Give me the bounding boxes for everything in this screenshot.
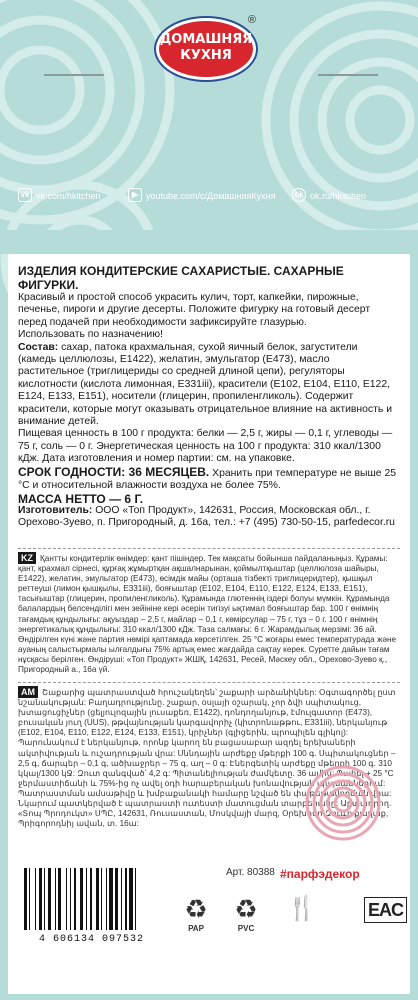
registered-mark: ® [247,14,256,26]
product-title: ИЗДЕЛИЯ КОНДИТЕРСКИЕ САХАРИСТЫЕ. САХАРНЫЕ ФИГУРКИ. [18,264,344,292]
barcode [14,864,169,946]
candy-swirl-icon [304,764,382,842]
recycle-icon: ♻ [184,894,208,924]
barcode-bar [101,868,102,930]
barcode-bar [115,868,118,930]
pap-label: PAP [188,924,204,933]
vk-link[interactable]: vk.com/hkitchen [36,191,101,201]
barcode-bar [55,868,56,930]
vk-icon: vk [18,188,32,202]
barcode-number: 4 606134 097532 [38,934,144,945]
usage-note: Использовать по назначению! [18,329,163,341]
recycle-pap [180,894,212,934]
barcode-bar [86,868,87,930]
barcode-bar [29,868,30,930]
kazakh-text: Қантты кондитерлік өнімдер: қант пішіндер. Тек мақсаты бойынша пайдаланыңыз. Құрамы: қант, крахмал сірнесі, құрғақ жұмыртқан ақшалнарынан, қоймылтқыштар (целлюлоза шайыры, E1422), желатин, эмульгатор (E473), өсімдік майы (орташа тізбекті триглицеридтер), қышқыл реттеуші (лимон қышқылы, E331iii), бояғыштар (E102, E104, E110, E122, E124, E133, E151), тасығыштар (глицерин, пропиленгликоль). Құрамында глютеннің іздері болуы мүмкін. Құрамында балалардың белсенділігі мен зейініне кері әсерін тигізуі ықтимал бояғыштар бар. 100 г өнімнің тағамдық құндылығы: ақуыздар – 2,5 г, майлар – 0,1 г, көмірсулар – 75 г, тұз – 0 г. 100 г өнімнің энергетикалық құндылығы: 310 ккал/1300 кДж. Таза салмағы: 6 г. Жарамдылық мерзімі: 36 ай. Өндірілген күні және партия нөмірі қаптамада көрсетілген. 25 °C жоғары емес температурада және ауаның салыстырмалы ылғалдығы 75% артық емес жағдайда сақтау керек. Суретте дайын тағам нұсқасы берілген. Өндіруші: «Топ Продукт» ЖШҚ, 142631, Ресей, Мәскеу обл., Орехово-Зуево қ., Пригородный а., 16а үй. [18,554,397,675]
product-intro: Красивый и простой способ украсить кулич, торт, капкейки, пирожные, печенье, пироги и другие десерты. Положите фигурку на готовый десерт перед подачей при необходимости зафиксируйте глазурью. [18,292,371,328]
barcode-bar [48,868,52,930]
hanger-slot-left [44,74,104,76]
eac-mark: EAC [364,897,407,923]
barcode-bar [129,868,133,930]
barcode-bar [80,868,84,930]
russian-label [18,264,398,530]
youtube-link[interactable]: youtube.com/c/ДомашняяКухня [146,191,276,201]
brand-name-line1: ДОМАШНЯЯ [159,32,253,47]
manufacturer-label: Изготовитель: [18,504,93,516]
manufacturer-text: ООО «Топ Продукт», 142631, Россия, Московская обл., г. Орехово-Зуево, п. Пригородный, д. 16а, тел.: +7 (495) 730-50-15, parfedecor.ru [18,504,395,529]
barcode-bar [135,868,136,930]
brand-name-line2: КУХНЯ [180,48,232,63]
ok-icon: ok [292,188,306,202]
manufacturer [18,505,398,530]
kazakh-label [18,552,403,675]
composition-label: Состав: [18,341,59,353]
barcode-bar [24,868,27,930]
divider-kz [18,548,400,549]
article-number: Арт. 80388 [226,867,275,878]
barcode-bar [121,868,122,930]
nutrition: Пищевая ценность в 100 г продукта: белки — 2,5 г, жиры — 0,1 г, углеводы — 75 г, соль — 0 г. Энергетическая ценность на 100 г продукта: 310 ккал/1300 кДж. Дата изготовления и номер партии: см. на упаковке. [18,428,393,465]
barcode-bar [39,868,42,930]
recycle-pvc [230,894,262,934]
barcode-bar [96,868,99,930]
barcode-bar [58,868,61,930]
barcode-bar [74,868,77,930]
barcode-bar [90,868,91,930]
armenian-text: Շաքարից պատրաստված հրուշակեղեն՝ շաքարի արձանիկներ: Օգտագործել ըստ նշանակության: Բաղադրությունը. շաքար, օսլայի օշարակ, չոր ձվի սպիտակուց, խտացուցիչներ (ցելյուլոզային լուսաքեռ, E1422), դոնդողանյութ, էմուլգատոր (E473), բուսական յուղ (UUS), թթվայնության կարգավորիչ (կիտրոնաթթու, E331iii), ներկանյութ (E102, E104, E110, E122, E124, E133, E151), կրիչներ (գլիցերին, պրոպիլեն գլիկոլ): Պարունակում է ներկանյութ, որոնք կարող են բացասաբար ազդել երեխաների ակտիվության և ուշադրության վրա: Սննդային արժեքը մթերքի 100 գ. Սպիտակուցներ – 2,5 գ, ճարպեր – 0,1 գ, ածխաջրեր – 75 գ, աղ – 0 գ: Էներգետիկ արժեքը մթերքի 100 գ. 310 կկալ/1300 կՋ: Զուտ զանգված՝ 4,2 գ: Պիտանելիության ժամկետը. 36 ամիս: Պահել + 25 °C ջերմաստիճանի և 75%-ից ոչ ավել օդի հարաբերական խոնավության պայմաններում: Պատրաստման ամսաթիվը և խմբաքանակի համարը նշված են փաթեթավորման վրա: Նկարում պատկերված է պատրաստի ուտեստի մատուցման տարբերակը: Արտադրող. «Տոպ Պրոդուկտ» ՍՊԸ, 142631, Ռուսաստան, Մոսկվայի մարզ, Օրեխովո-Զուևո քաղաք, Պրիգորոդնիյ ավան, տ. 16ա: [18,688,396,829]
social-links [18,185,408,207]
net-weight: МАССА НЕТТО — 6 Г. [18,491,144,506]
shelf-life [18,466,398,493]
brand-logo [150,14,262,80]
label-panel [8,254,410,994]
barcode-bar [125,868,128,930]
barcode-bar [109,868,113,930]
barcode-bar [70,868,71,930]
barcode-bar [66,868,67,930]
youtube-icon: ▶ [128,188,142,202]
recycle-icon: ♻ [234,894,258,924]
divider-am [18,682,400,683]
barcode-bar [35,868,36,930]
hanger-slot-right [318,74,378,76]
barcode-bar [106,868,107,930]
am-tag: AM [18,686,38,698]
barcode-bar [44,868,45,930]
composition [18,342,398,429]
barcode-bars [24,868,164,930]
food-safe-icon: 🍴 [287,895,317,922]
composition-text: сахар, патока крахмальная, сухой яичный белок, загустители (камедь целлюлозы, E1422), желатин, эмульгатор (E473), масло растительное (триглицериды со средней длиной цепи), регуляторы кислотности (кислота лимонная, E331iii), красители (E102, E104, E110, E122, E124, E133, E151), носители (глицерин, пропиленгликоль). Содержит красители, которые могут оказывать отрицательное влияние на активность и внимание детей. [18,341,392,428]
shelf-life-text: Хранить при температуре не выше 25 °С и относительной влажности воздуха не более 75%. [18,467,397,492]
pvc-label: PVC [237,924,255,933]
kz-tag: KZ [18,552,36,564]
hashtag[interactable]: #парфэдекор [280,867,360,881]
shelf-life-label: СРОК ГОДНОСТИ: 36 МЕСЯЦЕВ. [18,464,210,479]
ok-link[interactable]: ok.ru/hkitchen [310,191,367,201]
